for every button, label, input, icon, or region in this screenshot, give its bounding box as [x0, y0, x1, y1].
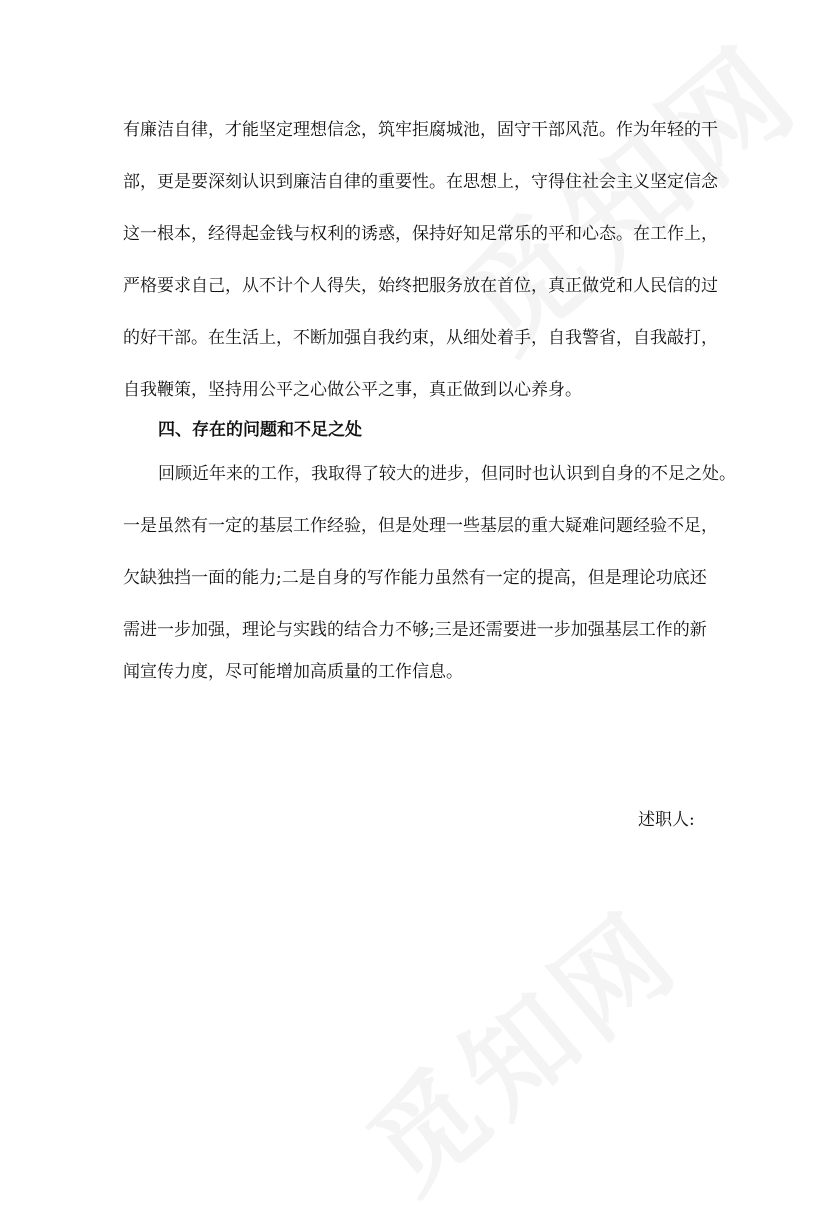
text-line: 的好干部。在生活上，不断加强自我约束，从细处着手，自我警省，自我敲打，: [123, 328, 718, 348]
watermark: [330, 869, 707, 1221]
signature-label: 述职人:: [638, 810, 695, 830]
text-line: 一是虽然有一定的基层工作经验，但是处理一些基层的重大疑难问题经验不足，: [123, 516, 718, 536]
text-line: 需进一步加强，理论与实践的结合力不够;三是还需要进一步加强基层工作的新: [123, 620, 707, 640]
text-line: 部，更是要深刻认识到廉洁自律的重要性。在思想上，守得住社会主义坚定信念: [123, 172, 718, 192]
text-line: 这一根本，经得起金钱与权利的诱惑，保持好知足常乐的平和心态。在工作上，: [123, 224, 718, 244]
text-line: 自我鞭策，坚持用公平之心做公平之事，真正做到以心养身。: [123, 380, 582, 400]
text-line: 欠缺独挡一面的能力;二是自身的写作能力虽然有一定的提高，但是理论功底还: [123, 568, 707, 588]
text-line: 有廉洁自律，才能坚定理想信念，筑牢拒腐城池，固守干部风范。作为年轻的干: [123, 120, 718, 140]
text-line: 回顾近年来的工作，我取得了较大的进步，但同时也认识到自身的不足之处。: [158, 464, 736, 484]
section-heading: 四、存在的问题和不足之处: [158, 420, 362, 440]
text-line: 严格要求自己，从不计个人得失，始终把服务放在首位，真正做党和人民信的过: [123, 276, 718, 296]
text-line: 闻宣传力度，尽可能增加高质量的工作信息。: [123, 662, 463, 682]
